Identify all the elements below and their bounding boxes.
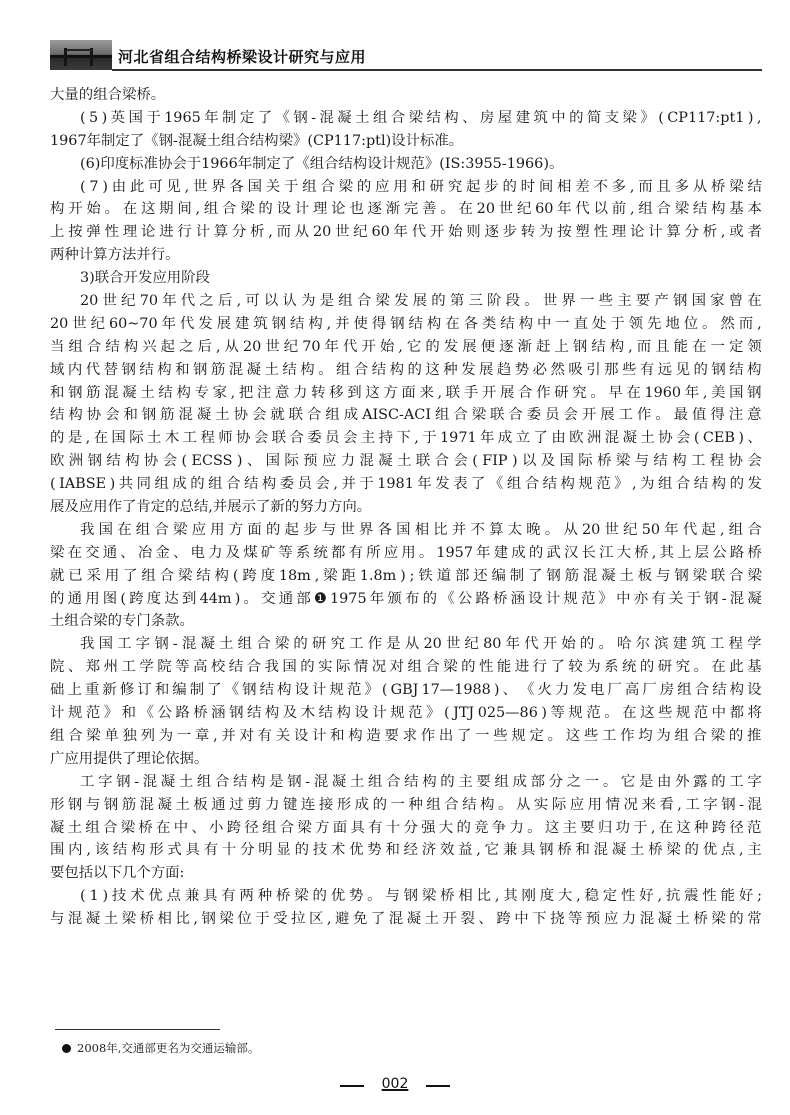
text-line: 展及应用作了肯定的总结,并展示了新的努力方向。 [50,499,372,516]
text-line: 梁 在 交 通 、 冶 金 、 电 力 及 煤 矿 等 系 统 都 有 所 应 用 。 1957 年 建 成 的 武 汉 长 江 大 桥 , 其 上 层 公 路 桥 [50,544,762,561]
footnote [62,1040,259,1056]
page-number: 002 [381,1076,409,1092]
text-line: 构 开 始 。 在 这 期 间 , 组 合 梁 的 设 计 理 论 也 逐 渐 完 善 。 在 20 世 纪 60 年 代 以 前 , 组 合 梁 结 构 基 本 [50,201,762,218]
bridge-photo-icon [50,40,112,70]
text-line: 形 钢 与 钢 筋 混 凝 土 板 通 过 剪 力 键 连 接 形 成 的 一 种 组 合 结 构 。 从 实 际 应 用 情 况 来 看 , 工 字 钢 - 混 [50,796,762,813]
page-number-rule-left [340,1085,364,1087]
text-line: ( 5 ) 英 国 于 1965 年 制 定 了 《 钢 - 混 凝 土 组 合 梁 结 构 、 房 屋 建 筑 中 的 简 支 梁 》 ( CP117:pt1 ) , [80,109,762,126]
text-line: 础 上 重 新 修 订 和 编 制 了 《 钢 结 构 设 计 规 范 》 ( GBJ 17—1988 ) 、 《 火 力 发 电 厂 高 厂 房 组 合 结 构 设 [50,682,762,699]
text-line: 就 已 采 用 了 组 合 梁 结 构 ( 跨 度 18m , 梁 距 1.8m ) ; 铁 道 部 还 编 制 了 钢 筋 混 凝 土 板 与 钢 梁 联 合 梁 [50,567,762,584]
text-line: 结 构 协 会 和 钢 筋 混 凝 土 协 会 就 联 合 组 成 AISC-ACI 组 合 梁 联 合 委 员 会 开 展 工 作 。 最 值 得 注 意 [50,407,762,424]
text-line: 围 内 , 该 结 构 形 式 具 有 十 分 明 显 的 技 术 优 势 和 经 济 效 益 , 它 兼 具 钢 桥 和 混 凝 土 桥 梁 的 优 点 , 主 [50,842,762,859]
running-header-title: 河北省组合结构桥梁设计研究与应用 [118,48,367,66]
text-line: 上 按 弹 性 理 论 进 行 计 算 分 析 , 而 从 20 世 纪 60 年 代 开 始 则 逐 步 转 为 按 塑 性 理 论 计 算 分 析 , 或 者 [50,224,762,241]
text-line: ( 1 ) 技 术 优 点 兼 具 有 两 种 桥 梁 的 优 势 。 与 钢 梁 桥 相 比 , 其 刚 度 大 , 稳 定 性 好 , 抗 震 性 能 好 ; [80,888,762,905]
text-line: ( 7 ) 由 此 可 见 , 世 界 各 国 关 于 组 合 梁 的 应 用 和 研 究 起 步 的 时 间 相 差 不 多 , 而 且 多 从 桥 梁 结 [80,178,762,195]
text-line: 20 世 纪 60~70 年 代 发 展 建 筑 钢 结 构 , 并 使 得 钢 结 构 在 各 类 结 构 中 一 直 处 于 领 先 地 位 。 然 而 , [50,315,762,332]
body-text [50,84,762,931]
text-line: 我 国 工 字 钢 - 混 凝 土 组 合 梁 的 研 究 工 作 是 从 20 世 纪 80 年 代 开 始 的 。 哈 尔 滨 建 筑 工 程 学 [80,636,762,653]
text-line: 工 字 钢 - 混 凝 土 组 合 结 构 是 钢 - 混 凝 土 组 合 结 构 的 主 要 组 成 部 分 之 一 。 它 是 由 外 露 的 工 字 [80,773,762,790]
text-line: 土组合梁的专门条款。 [50,613,194,630]
text-line: 当 组 合 结 构 兴 起 之 后 , 从 20 世 纪 70 年 代 开 始 , 它 的 发 展 便 逐 渐 赶 上 钢 结 构 , 而 且 能 在 一 定 领 [50,338,762,355]
page-header [50,40,762,72]
page-number-rule-right [426,1085,450,1087]
text-line: 的 是 , 在 国 际 土 木 工 程 师 协 会 联 合 委 员 会 主 持 下 , 于 1971 年 成 立 了 由 欧 洲 混 凝 土 协 会 ( CEB ) 、 [50,430,762,447]
text-line: 欧 洲 钢 结 构 协 会 ( ECSS ) 、 国 际 预 应 力 混 凝 土 联 合 会 ( FIP ) 以 及 国 际 桥 梁 与 结 构 工 程 协 会 [50,453,762,470]
page-number-block [340,1076,450,1094]
footnote-marker-icon [62,1044,71,1053]
text-line: 的 通 用 图 ( 跨 度 达 到 44m ) 。 交 通 部 ❶ 1975 年 颁 布 的 《 公 路 桥 涵 设 计 规 范 》 中 亦 有 关 于 钢 - 混 凝 [50,590,762,607]
text-line: 1967年制定了《钢-混凝土组合结构梁》(CP117:ptl)设计标准。 [50,132,464,149]
header-rule [112,69,762,71]
text-line: 大量的组合梁桥。 [50,87,166,103]
text-line: 和 钢 筋 混 凝 土 结 构 专 家 , 把 注 意 力 转 移 到 这 方 面 来 , 联 手 开 展 合 作 研 究 。 早 在 1960 年 , 美 国 钢 [50,384,762,401]
text-line: 凝 土 组 合 梁 桥 在 中 、 小 跨 径 组 合 梁 方 面 具 有 十 分 强 大 的 竞 争 力 。 这 主 要 归 功 于 , 在 这 种 跨 径 范 [50,819,762,836]
text-line: 广应用提供了理论依据。 [50,750,209,767]
text-line: 与 混 凝 土 梁 桥 相 比 , 钢 梁 位 于 受 拉 区 , 避 免 了 混 凝 土 开 裂 、 跨 中 下 挠 等 预 应 力 混 凝 土 桥 梁 的 常 [50,911,762,928]
text-line: 组 合 梁 单 独 列 为 一 章 , 并 对 有 关 设 计 和 构 造 要 求 作 出 了 一 些 规 定 。 这 些 工 作 均 为 组 合 梁 的 推 [50,727,762,744]
text-line: 要包括以下几个方面: [50,865,185,882]
text-line: 20 世 纪 70 年 代 之 后 , 可 以 认 为 是 组 合 梁 发 展 的 第 三 阶 段 。 世 界 一 些 主 要 产 钢 国 家 曾 在 [80,293,762,310]
text-line: (6)印度标准协会于1966年制定了《组合结构设计规范》(IS:3955-1966)。 [80,155,564,172]
text-line: ( IABSE ) 共 同 组 成 的 组 合 结 构 委 员 会 , 并 于 1981 年 发 表 了 《 组 合 结 构 规 范 》 , 为 组 合 结 构 的 发 [50,476,762,493]
text-line: 院 、 郑 州 工 学 院 等 高 校 结 合 我 国 的 实 际 情 况 对 组 合 梁 的 性 能 进 行 了 较 为 系 统 的 研 究 。 在 此 基 [50,659,762,676]
footnote-rule [55,1029,220,1030]
text-line: 两种计算方法并行。 [50,247,180,264]
text-line: 3)联合开发应用阶段 [80,270,210,287]
text-line: 域 内 代 替 钢 结 构 和 钢 筋 混 凝 土 结 构 。 组 合 结 构 的 这 种 发 展 趋 势 必 然 吸 引 那 些 有 远 见 的 钢 结 构 [50,361,762,378]
footnote-text: 2008年,交通部更名为交通运输部。 [77,1041,260,1055]
text-line: 计 规 范 》 和 《 公 路 桥 涵 钢 结 构 及 木 结 构 设 计 规 范 》 ( JTJ 025—86 ) 等 规 范 。 在 这 些 规 范 中 都 将 [50,705,762,722]
text-line: 我 国 在 组 合 梁 应 用 方 面 的 起 步 与 世 界 各 国 相 比 并 不 算 太 晚 。 从 20 世 纪 50 年 代 起 , 组 合 [80,521,762,538]
